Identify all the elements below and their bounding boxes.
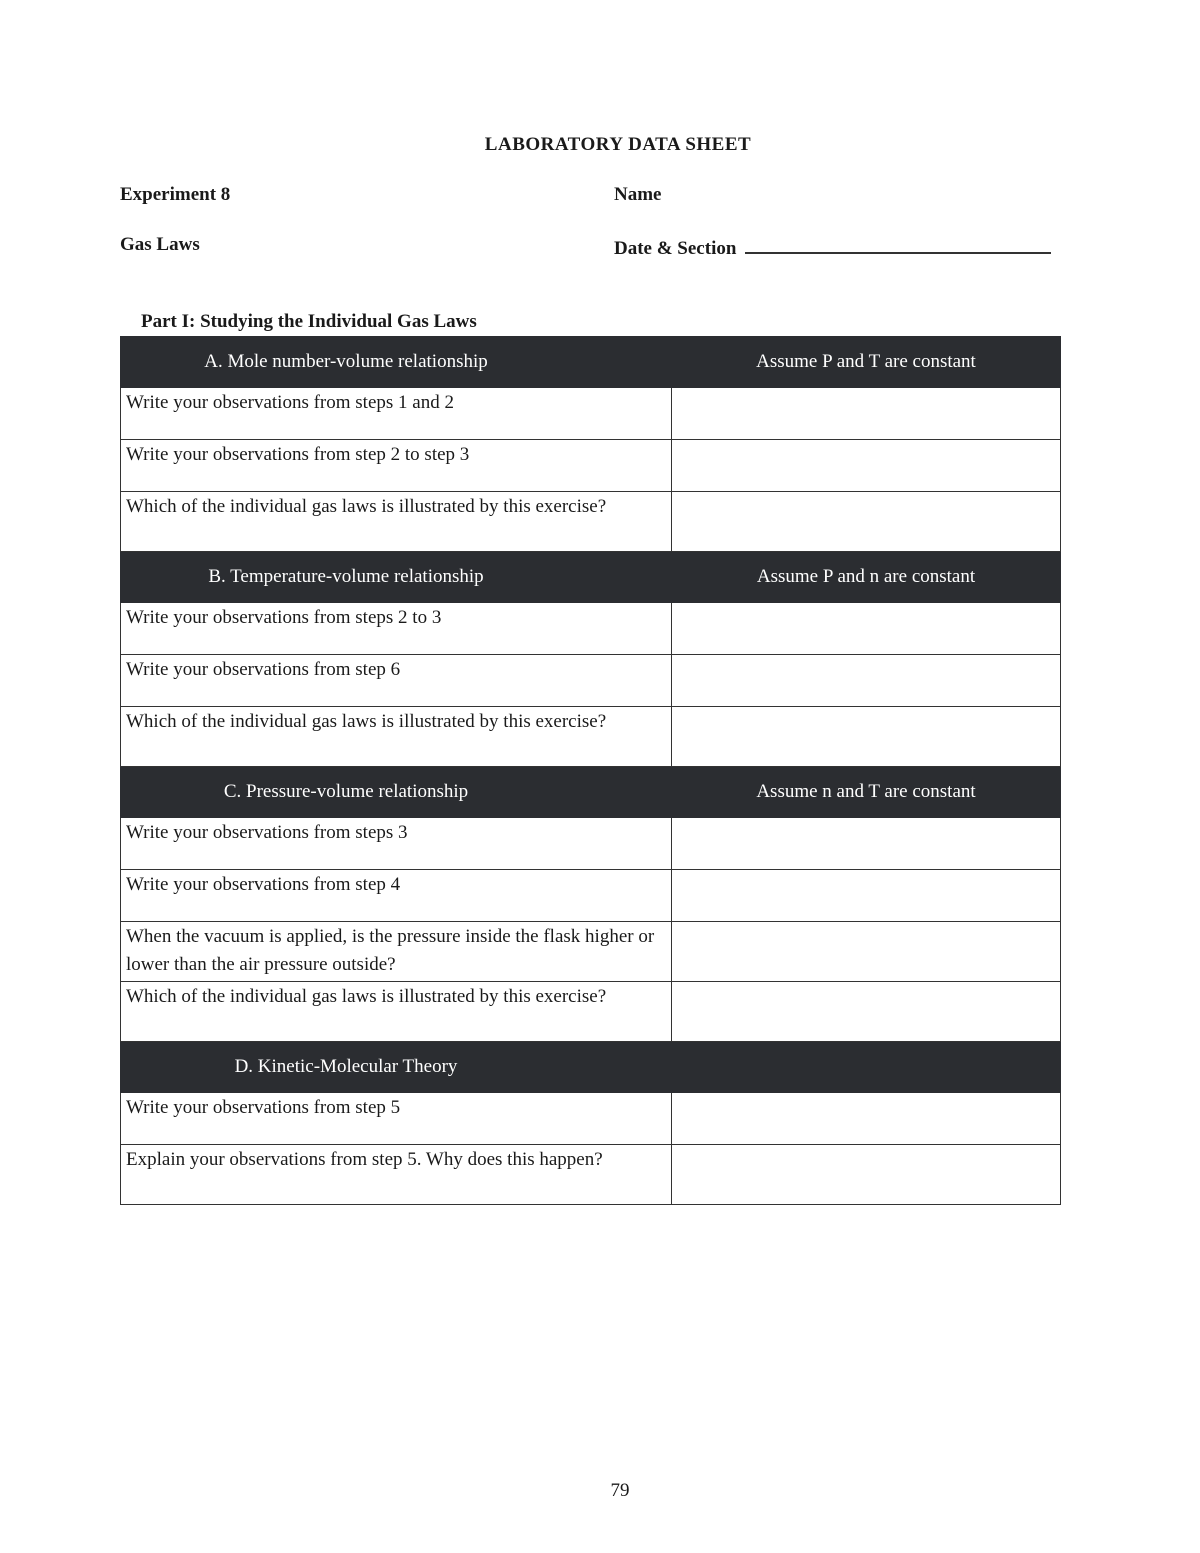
question-cell: Write your observations from steps 2 to 3: [121, 603, 672, 655]
answer-cell[interactable]: [672, 440, 1061, 492]
table-row: [121, 655, 1061, 707]
answer-cell[interactable]: [672, 388, 1061, 440]
section-heading: D. Kinetic-Molecular Theory: [121, 1042, 672, 1093]
section-assumption: [672, 1042, 1061, 1093]
answer-cell[interactable]: [672, 1093, 1061, 1145]
table-row: [121, 707, 1061, 767]
section-header-d: [121, 1042, 1061, 1093]
section-assumption: Assume n and T are constant: [672, 767, 1061, 818]
answer-cell[interactable]: [672, 870, 1061, 922]
table-row: [121, 982, 1061, 1042]
question-cell: Write your observations from step 6: [121, 655, 672, 707]
question-cell: Explain your observations from step 5. Why does this happen?: [121, 1145, 672, 1205]
section-header-c: [121, 767, 1061, 818]
data-sheet-table: [120, 336, 1061, 1205]
question-cell: Write your observations from steps 3: [121, 818, 672, 870]
answer-cell[interactable]: [672, 655, 1061, 707]
table-row: [121, 1145, 1061, 1205]
answer-cell[interactable]: [672, 603, 1061, 655]
answer-cell[interactable]: [672, 707, 1061, 767]
experiment-number: Experiment 8: [120, 184, 231, 205]
table-row: [121, 603, 1061, 655]
answer-cell[interactable]: [672, 922, 1061, 982]
table-row: [121, 922, 1061, 982]
answer-cell[interactable]: [672, 1145, 1061, 1205]
question-cell: When the vacuum is applied, is the pressure inside the flask higher or lower than the air pressure outside?: [121, 922, 672, 982]
table-row: [121, 440, 1061, 492]
table-row: [121, 818, 1061, 870]
table-row: [121, 870, 1061, 922]
page-title: LABORATORY DATA SHEET: [484, 134, 752, 155]
question-cell: Write your observations from steps 1 and 2: [121, 388, 672, 440]
answer-cell[interactable]: [672, 818, 1061, 870]
section-assumption: Assume P and n are constant: [672, 552, 1061, 603]
question-cell: Which of the individual gas laws is illustrated by this exercise?: [121, 707, 672, 767]
section-heading: A. Mole number-volume relationship: [121, 337, 672, 388]
section-heading: B. Temperature-volume relationship: [121, 552, 672, 603]
date-section-label: Date & Section: [614, 238, 737, 259]
name-label: Name: [614, 184, 662, 205]
question-cell: Write your observations from step 5: [121, 1093, 672, 1145]
table-row: [121, 492, 1061, 552]
section-header-a: [121, 337, 1061, 388]
experiment-name: Gas Laws: [120, 234, 200, 255]
question-cell: Which of the individual gas laws is illustrated by this exercise?: [121, 492, 672, 552]
page-number: 79: [610, 1480, 630, 1501]
question-cell: Write your observations from step 2 to step 3: [121, 440, 672, 492]
question-cell: Write your observations from step 4: [121, 870, 672, 922]
date-section-field[interactable]: [614, 234, 1051, 260]
answer-cell[interactable]: [672, 982, 1061, 1042]
question-cell: Which of the individual gas laws is illustrated by this exercise?: [121, 982, 672, 1042]
part-title: Part I: Studying the Individual Gas Laws: [141, 311, 477, 332]
section-heading: C. Pressure-volume relationship: [121, 767, 672, 818]
date-section-line[interactable]: [745, 234, 1051, 254]
answer-cell[interactable]: [672, 492, 1061, 552]
table-row: [121, 388, 1061, 440]
table-row: [121, 1093, 1061, 1145]
section-header-b: [121, 552, 1061, 603]
section-assumption: Assume P and T are constant: [672, 337, 1061, 388]
